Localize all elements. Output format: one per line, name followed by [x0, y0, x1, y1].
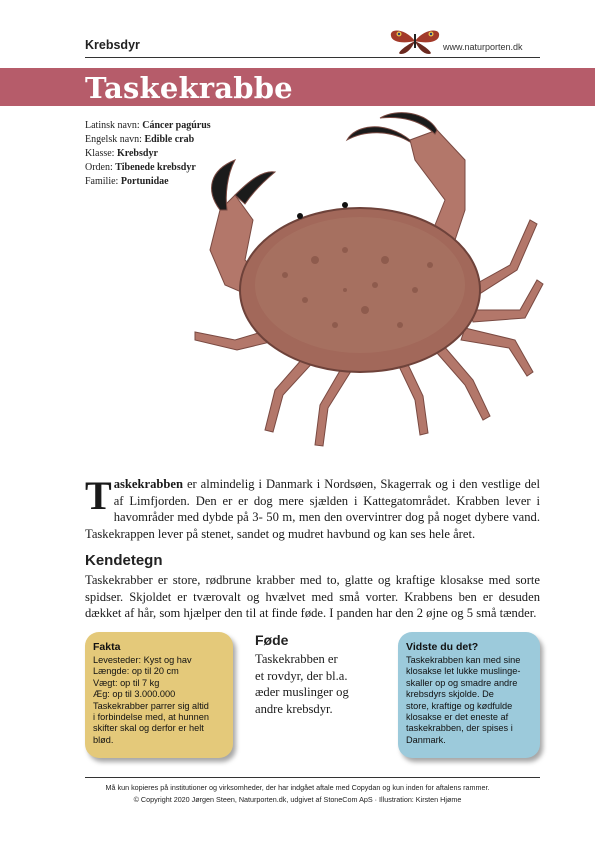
fakta-heading: Fakta	[93, 641, 121, 653]
fakta-line: Vægt: op til 7 kg	[93, 677, 160, 688]
kendetegn-heading: Kendetegn	[85, 552, 163, 569]
fakta-box	[85, 632, 233, 758]
footer-copyright: © Copyright 2020 Jørgen Steen, Naturporten.dk, udgivet af StoneCom ApS · Illustration: Kirsten Hjøme	[133, 795, 462, 804]
meta-english: Engelsk navn: Edible crab	[85, 134, 195, 145]
meta-class: Klasse: Krebsdyr	[85, 148, 158, 159]
page-title: Taskekrabbe	[85, 71, 293, 105]
vidste-text	[406, 655, 520, 746]
vidste-line: store, kraftige og kødfulde	[406, 700, 513, 711]
fakta-line: Taskekrabber parrer sig altid	[93, 700, 209, 711]
fakta-line: skifter skal og derfor er helt	[93, 723, 204, 734]
fode-text	[255, 651, 385, 717]
vidste-line: klosakse let lukke muslinge-	[406, 666, 521, 677]
meta-family: Familie: Portunidae	[85, 176, 169, 187]
intro-lead: askekrabben	[113, 477, 183, 491]
top-divider	[85, 57, 540, 58]
fakta-text	[93, 655, 209, 746]
fakta-line: Levesteder: Kyst og hav	[93, 655, 192, 665]
vidste-heading: Vidste du det?	[406, 641, 479, 653]
vidste-line: Taskekrabben kan med sine	[406, 655, 521, 665]
fakta-line: i forbindelse med, at hunnen	[93, 712, 209, 723]
meta-order: Orden: Tibenede krebsdyr	[85, 162, 196, 173]
site-logo[interactable]	[385, 26, 545, 56]
vidste-line: skaller op og smadre andre	[406, 677, 518, 688]
fode-heading: Føde	[255, 632, 289, 648]
fakta-line: blød.	[93, 734, 114, 745]
fode-line: et rovdyr, der bl.a.	[255, 668, 348, 683]
vidste-line: Danmark.	[406, 734, 446, 745]
fakta-line: Længde: op til 20 cm	[93, 666, 179, 677]
category-label: Krebsdyr	[85, 38, 140, 52]
fakta-line: Æg: op til 3.000.000	[93, 689, 176, 700]
fode-line: Taskekrabben er	[255, 652, 338, 666]
butterfly-icon	[385, 26, 445, 56]
fode-line: andre krebsdyr.	[255, 701, 333, 716]
vidste-line: klosakse er det eneste af	[406, 712, 509, 723]
kendetegn-text: Taskekrabber er store, rødbrune krabber med to, glatte og kraftige klosakse med sorte spidser. Skjoldet er tværovalt og hvælvet med små vorter. Krabbens ben er desuden dækket af hår, som hjælper den til at finde føde. I panden har den 2 øjne og 5 små tænder.	[85, 573, 540, 620]
footer-license: Må kun kopieres på institutioner og virksomheder, der har indgået aftale med Copydan og kun inden for aftalens rammer.	[105, 783, 490, 792]
site-url[interactable]: www.naturporten.dk	[443, 42, 523, 52]
intro-text: er almindelig i Danmark i Nordsøen, Skagerrak og i den vestlige del af Limfjorden. Den er er dog mere sjælden i Kattegatområdet. Krabben lever i havområder med dybde på 3- 50 m, men den overvintrer dog på noget dybere vand. Taskekrappen lever på stenet, sandet og mudret havbund og kan ses hele året.	[85, 477, 540, 541]
bottom-divider	[85, 777, 540, 778]
crab-illustration	[165, 100, 545, 460]
vidste-box	[398, 632, 540, 758]
meta-latin: Latinsk navn: Cáncer pagúrus	[85, 120, 211, 131]
vidste-line: krebsdyrs skjolde. De	[406, 689, 494, 700]
vidste-line: taskekrabben, der spises i	[406, 723, 513, 734]
fode-line: æder muslinger og	[255, 685, 349, 699]
intro-paragraph	[85, 473, 540, 542]
drop-cap: T	[85, 473, 112, 518]
